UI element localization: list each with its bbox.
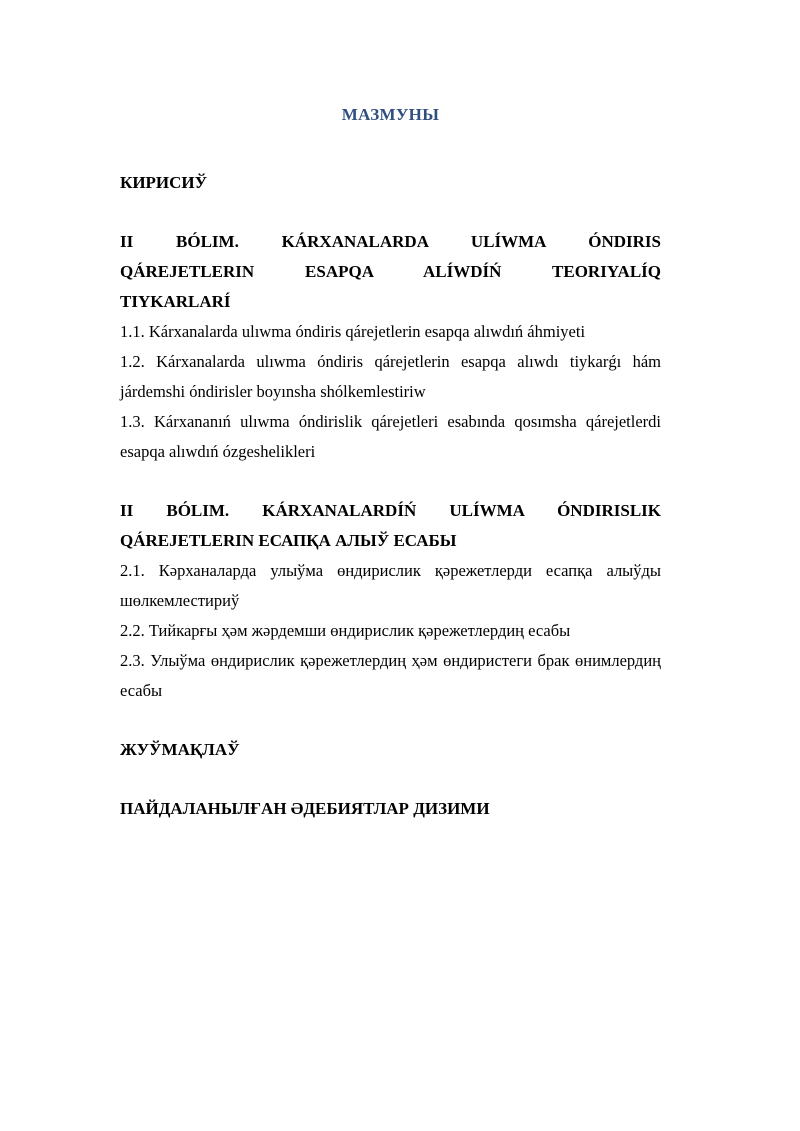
toc-entry-part2[interactable] bbox=[120, 496, 661, 556]
part1-heading-line3: TIYKARLARÍ bbox=[120, 292, 231, 311]
toc-subentry-2-2[interactable]: 2.2. Тийкарғы ҳәм жәрдемши өндирислик қәрежетлердиң есабы bbox=[120, 621, 571, 640]
toc-entry-intro[interactable]: КИРИСИЎ bbox=[120, 173, 208, 192]
toc-entry-part1[interactable] bbox=[120, 227, 661, 317]
toc-subentry-2-3[interactable]: 2.3. Улыўма өндирислик қәрежетлердиң ҳәм өндиристеги брак өнимлердиң есабы bbox=[120, 651, 661, 700]
toc-subentry-2-1[interactable]: 2.1. Кәрханаларда улыўма өндирислик қәрежетлерди есапқа алыўды шөлкемлестириў bbox=[120, 561, 661, 610]
toc-subentry-1-3[interactable]: 1.3. Kárxananıń ulıwma óndirislik qárejetleri esabında qosımsha qárejetlerdi esapqa alıwdıń ózgeshelikleri bbox=[120, 412, 661, 461]
section-spacer bbox=[120, 198, 661, 227]
toc-subentry-1-1[interactable]: 1.1. Kárxanalarda ulıwma óndiris qárejetlerin esapqa alıwdıń áhmiyeti bbox=[120, 322, 586, 341]
toc-title: МАЗМУНЫ bbox=[341, 105, 440, 124]
table-of-contents bbox=[120, 100, 661, 824]
section-spacer bbox=[120, 706, 661, 735]
toc-subentry-1-2[interactable]: 1.2. Kárxanalarda ulıwma óndiris qárejetlerin esapqa alıwdı tiykarǵı hám járdemshi óndirisler boyınsha shólkemlestiriw bbox=[120, 352, 661, 401]
part2-heading-line1: II BÓLIM. KÁRXANALARDÍŃ ULÍWMA ÓNDIRISLIK bbox=[120, 501, 661, 520]
section-spacer bbox=[120, 765, 661, 794]
toc-entry-references[interactable]: ПАЙДАЛАНЫЛҒАН ӘДЕБИЯТЛАР ДИЗИМИ bbox=[120, 799, 490, 818]
part2-heading-line2: QÁREJETLERIN ЕСАПҚА АЛЫЎ ЕСАБЫ bbox=[120, 531, 457, 550]
toc-entry-conclusion[interactable]: ЖУЎМАҚЛАЎ bbox=[120, 740, 240, 759]
part1-heading-line2: QÁREJETLERIN ESAPQA ALÍWDÍŃ TEORIYALÍQ bbox=[120, 262, 661, 281]
section-spacer bbox=[120, 467, 661, 496]
part1-heading-line1: II BÓLIM. KÁRXANALARDA ULÍWMA ÓNDIRIS bbox=[120, 232, 661, 251]
